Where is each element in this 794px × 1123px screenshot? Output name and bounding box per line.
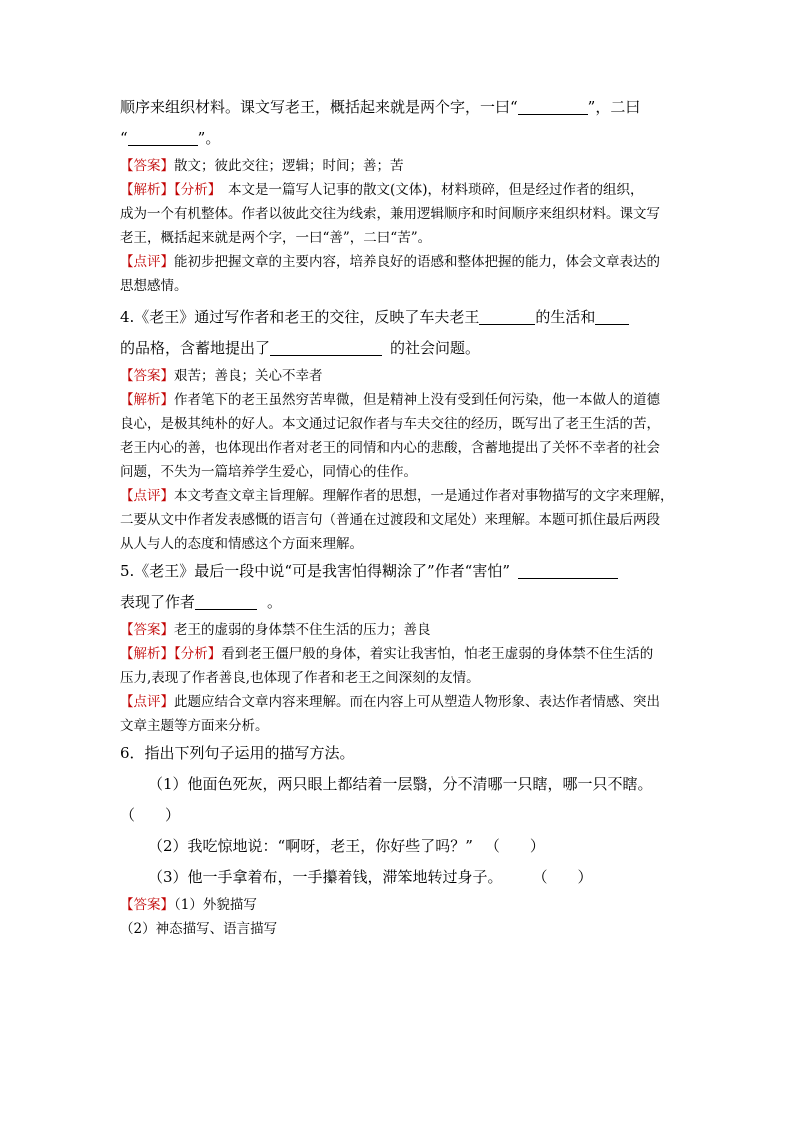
q3-analysis-line-1	[120, 178, 680, 202]
answer-paren[interactable]: （ ）	[120, 806, 181, 824]
q4-comment-line-3	[120, 532, 680, 556]
q5-text-c: 。	[267, 593, 283, 611]
q3-answer	[120, 154, 680, 178]
q5-analysis-line-2	[120, 666, 680, 690]
document-content	[120, 92, 680, 941]
answer-label: 【答案】	[120, 158, 174, 174]
q3-line-2	[120, 123, 680, 154]
comment-text: 能初步把握文章的主要内容，培养良好的语感和整体把握的能力，体会文章表达的	[174, 254, 660, 270]
q4-analysis-line-3	[120, 436, 680, 460]
analysis-label: 【解析】	[120, 646, 174, 662]
q5-answer	[120, 618, 680, 642]
q3-text-c: “	[120, 129, 128, 147]
q3-analysis-line-3	[120, 226, 680, 250]
q6-sentence-2	[120, 831, 680, 862]
comment-label: 【点评】	[120, 254, 174, 270]
q3-text-d: ”。	[197, 129, 221, 147]
answer-text: （1）外貌描写	[174, 897, 257, 913]
q4-text-b: 的生活和	[535, 308, 596, 326]
q6-sentence-1	[120, 769, 680, 800]
q3-text-b: ”，二曰	[587, 98, 641, 116]
q4-text-c: 的品格，含蓄地提出了	[120, 339, 271, 357]
answer-label: 【答案】	[120, 368, 174, 384]
q3-line-1	[120, 92, 680, 123]
q4-analysis-line-1	[120, 388, 680, 412]
analysis-text: 作者笔下的老王虽然穷苦卑微，但是精神上没有受到任何污染，他一本做人的道德	[174, 392, 660, 408]
analysis-sub-label: 【分析】	[174, 646, 222, 662]
q6-answer-2	[120, 917, 680, 941]
q3-analysis-line-2	[120, 202, 680, 226]
q4-line-1	[120, 302, 680, 333]
q5-text-a: 5.《老王》最后一段中说“可是我害怕得糊涂了”作者“害怕”	[120, 562, 510, 580]
q4-line-2	[120, 333, 680, 364]
q3-text-a: 顺序来组织材料。课文写老王，概括起来就是两个字，一曰“	[120, 98, 518, 116]
q5-analysis-line-1	[120, 642, 680, 666]
analysis-text: 看到老王僵尸般的身体，着实让我害怕，怕老王虚弱的身体禁不住生活的	[221, 646, 654, 662]
q3-comment-line-1	[120, 250, 680, 274]
answer-label: 【答案】	[120, 622, 174, 638]
analysis-text: 压力,表现了作者善良,也体现了作者和老王之间深刻的友情。	[120, 670, 480, 686]
comment-text: 文章主题等方面来分析。	[120, 718, 269, 734]
q6-title-text: 6．指出下列句子运用的描写方法。	[120, 744, 355, 762]
answer-paren[interactable]: （ ）	[532, 868, 593, 886]
answer-text: （2）神态描写、语言描写	[120, 921, 278, 937]
q4-text-a: 4.《老王》通过写作者和老王的交往，反映了车夫老王	[120, 308, 480, 326]
answer-blank[interactable]	[595, 308, 629, 325]
comment-text: 此题应结合文章内容来理解。而在内容上可从塑造人物形象、表达作者情感、突出	[174, 694, 660, 710]
analysis-label: 【解析】	[120, 392, 174, 408]
answer-blank[interactable]	[270, 339, 382, 356]
q6-sentence-text: （1）他面色死灰，两只眼上都结着一层翳，分不清哪一只瞎，哪一只不瞎。	[148, 775, 653, 793]
answer-paren[interactable]: （ ）	[484, 837, 545, 855]
comment-label: 【点评】	[120, 488, 174, 504]
answer-blank[interactable]	[128, 129, 198, 146]
analysis-text: 良心，是极其纯朴的好人。本文通过记叙作者与车夫交往的经历，既写出了老王生活的苦，	[120, 416, 660, 432]
answer-blank[interactable]	[195, 593, 257, 610]
q4-analysis-line-2	[120, 412, 680, 436]
analysis-text: 成为一个有机整体。作者以彼此交往为线索，兼用逻辑顺序和时间顺序来组织材料。课文写	[120, 206, 660, 222]
q5-line-1	[120, 556, 680, 587]
analysis-text: 本文是一篇写人记事的散文(文体)，材料琐碎，但是经过作者的组织，	[214, 182, 644, 198]
analysis-text: 问题，不失为一篇培养学生爱心，同情心的佳作。	[120, 464, 417, 480]
q4-analysis-line-4	[120, 460, 680, 484]
answer-blank[interactable]	[479, 308, 535, 325]
q6-title	[120, 738, 680, 769]
comment-text: 思想感情。	[120, 278, 188, 294]
q6-sentence-text: （2）我吃惊地说：“啊呀，老王，你好些了吗？”	[148, 837, 473, 855]
answer-text: 散文；彼此交往；逻辑；时间；善；苦	[174, 158, 404, 174]
analysis-label: 【解析】	[120, 182, 174, 198]
q6-sentence-3	[120, 862, 680, 893]
q6-answer-1	[120, 893, 680, 917]
q5-comment-line-2	[120, 714, 680, 738]
q6-sentence-text: （3）他一手拿着布，一手攥着钱，滞笨地转过身子。	[148, 868, 503, 886]
q4-comment-line-1	[120, 484, 680, 508]
q6-sentence-1-paren	[120, 800, 680, 831]
q4-comment-line-2	[120, 508, 680, 532]
answer-blank[interactable]	[518, 562, 618, 579]
q4-answer	[120, 364, 680, 388]
comment-label: 【点评】	[120, 694, 174, 710]
q4-text-d: 的社会问题。	[390, 339, 481, 357]
q5-line-2	[120, 587, 680, 618]
answer-blank[interactable]	[518, 98, 588, 115]
analysis-text: 老王内心的善，也体现出作者对老王的同情和内心的悲酸，含蓄地提出了关怀不幸者的社会	[120, 440, 660, 456]
answer-text: 老王的虚弱的身体禁不住生活的压力；善良	[174, 622, 431, 638]
comment-text: 从人与人的态度和情感这个方面来理解。	[120, 536, 363, 552]
q3-comment-line-2	[120, 274, 680, 298]
analysis-sub-label: 【分析】	[174, 182, 215, 198]
answer-text: 艰苦；善良；关心不幸者	[174, 368, 323, 384]
answer-label: 【答案】	[120, 897, 174, 913]
comment-text: 二要从文中作者发表感慨的语言句（普通在过渡段和文尾处）来理解。本题可抓住最后两段	[120, 512, 660, 528]
q5-text-b: 表现了作者	[120, 593, 196, 611]
q5-comment-line-1	[120, 690, 680, 714]
analysis-text: 老王，概括起来就是两个字，一曰“善”，二曰“苦”。	[120, 230, 432, 246]
comment-text: 本文考查文章主旨理解。理解作者的思想，一是通过作者对事物描写的文字来理解，	[174, 488, 674, 504]
